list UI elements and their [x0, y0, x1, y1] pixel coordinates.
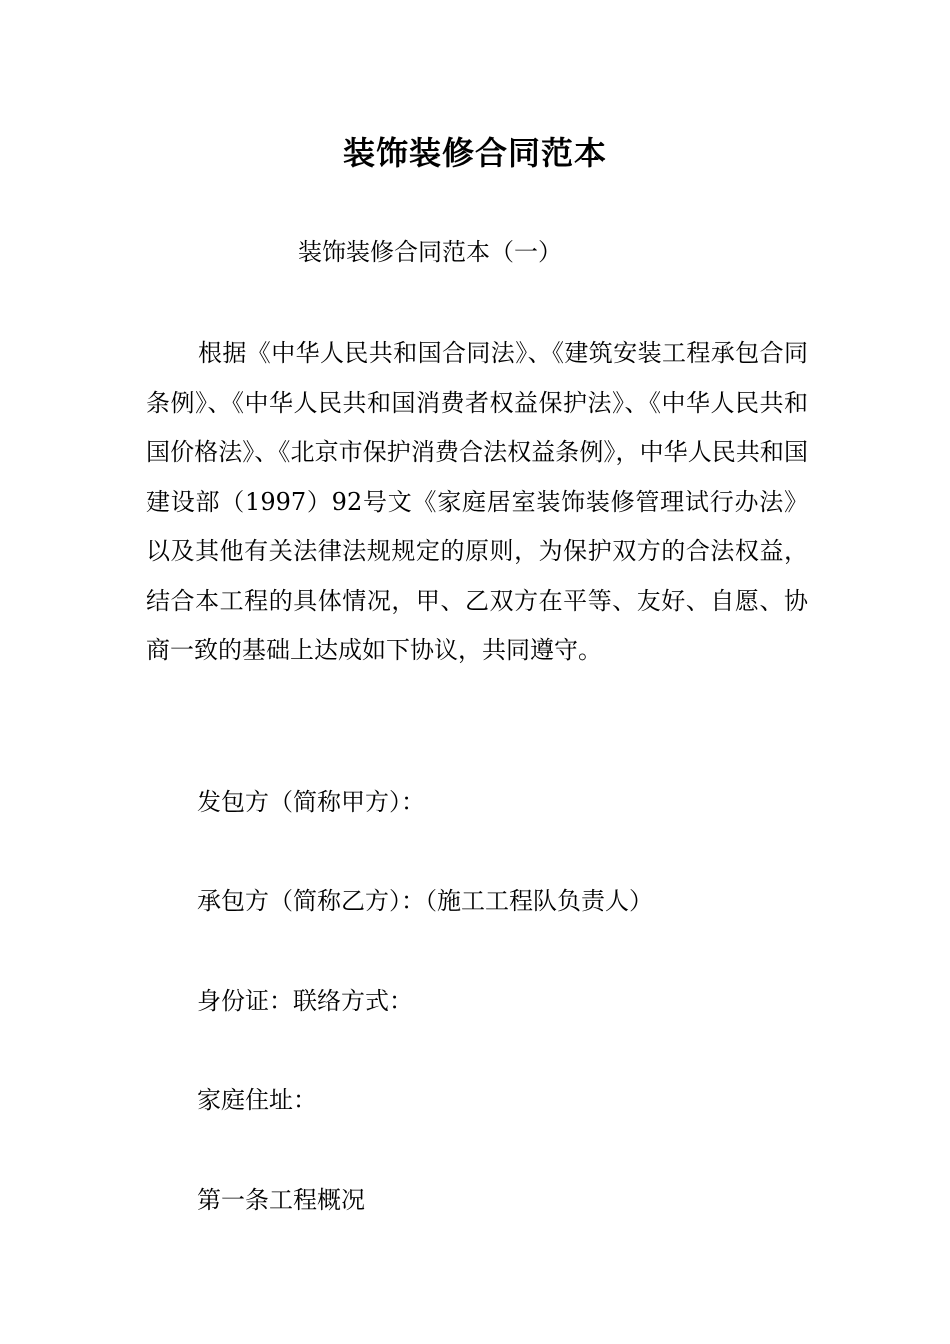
party-b-field: 承包方（简称乙方）：（施工工程队负责人） — [197, 887, 653, 915]
party-a-field: 发包方（简称甲方）： — [197, 788, 425, 816]
document-subtitle: 装饰装修合同范本（一） — [298, 238, 562, 266]
document-title: 装饰装修合同范本 — [342, 134, 607, 172]
article-one-heading: 第一条工程概况 — [197, 1186, 365, 1214]
home-address-field: 家庭住址： — [197, 1086, 317, 1114]
id-contact-field: 身份证：联络方式： — [197, 987, 413, 1015]
intro-paragraph: 根据《中华人民共和国合同法》、《建筑安装工程承包合同条例》、《中华人民共和国消费者权益保护法》、《中华人民共和国价格法》、《北京市保护消费合法权益条例》，中华人民共和国建设部（1997）92号文《家庭居室装饰装修管理试行办法》以及其他有关法律法规规定的原则，为保护双方的合法权益，结合本工程的具体情况，甲、乙双方在平等、友好、自愿、协商一致的基础上达成如下协议，共同遵守。 — [146, 339, 808, 664]
